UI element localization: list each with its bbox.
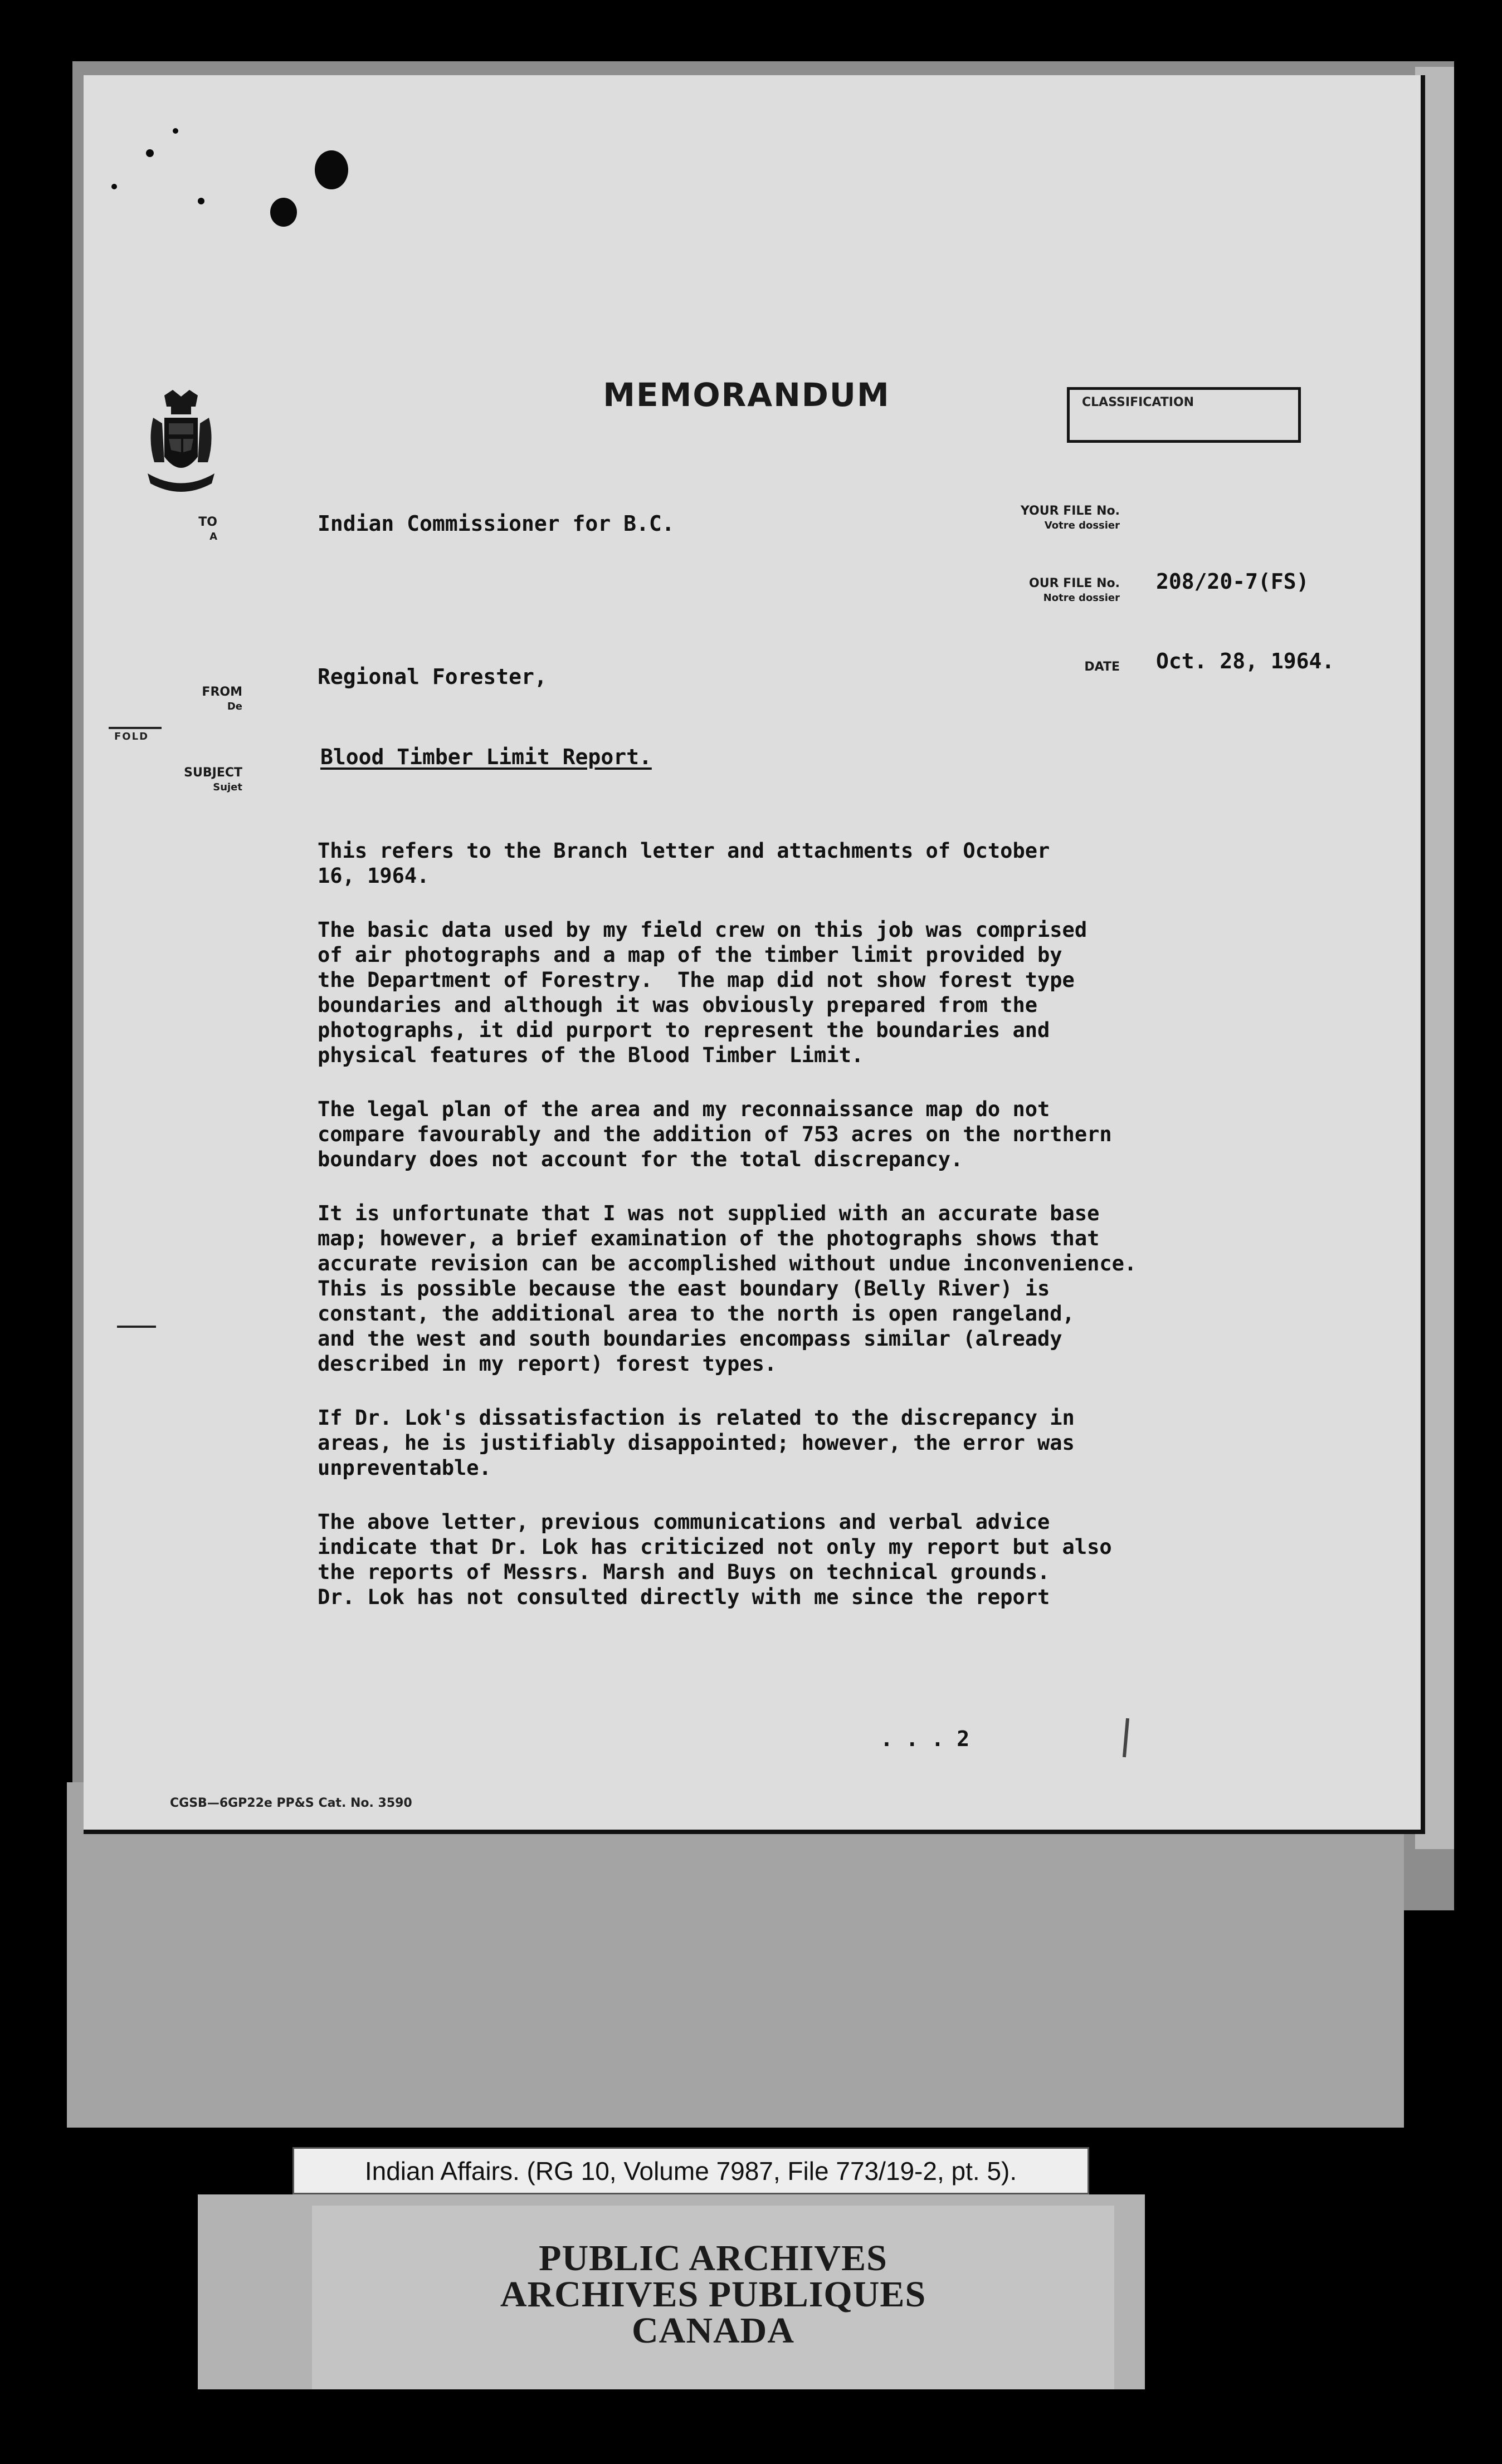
archive-stamp-line: CANADA bbox=[632, 2310, 794, 2351]
text-line: unpreventable. bbox=[318, 1456, 491, 1480]
text-line: indicate that Dr. Lok has criticized not only my report but also bbox=[318, 1535, 1112, 1559]
paragraph bbox=[318, 1201, 1220, 1376]
to-label: TO A bbox=[198, 515, 217, 542]
paragraph bbox=[318, 1509, 1220, 1610]
text-line: map; however, a brief examination of the photographs shows that bbox=[318, 1226, 1100, 1250]
subject-label: SUBJECT Sujet bbox=[184, 766, 242, 793]
text-line: photographs, it did purport to represent the boundaries and bbox=[318, 1018, 1050, 1042]
our-file-value: 208/20-7(FS) bbox=[1156, 569, 1309, 594]
text-line: boundary does not account for the total discrepancy. bbox=[318, 1147, 963, 1171]
text-line: If Dr. Lok's dissatisfaction is related to the discrepancy in bbox=[318, 1406, 1075, 1430]
archive-stamp-line: ARCHIVES PUBLIQUES bbox=[500, 2274, 926, 2315]
ink-speck bbox=[111, 184, 117, 189]
paragraph bbox=[318, 838, 1220, 888]
text-line: boundaries and although it was obviously prepared from the bbox=[318, 993, 1038, 1017]
text-line: constant, the additional area to the north is open rangeland, bbox=[318, 1302, 1075, 1326]
text-line: The basic data used by my field crew on this job was comprised bbox=[318, 918, 1088, 942]
archive-stamp-line: PUBLIC ARCHIVES bbox=[539, 2238, 887, 2279]
ink-speck bbox=[173, 128, 178, 134]
canada-crest-icon bbox=[142, 390, 220, 501]
text-line: and the west and south boundaries encompass similar (already bbox=[318, 1327, 1062, 1351]
ink-speck bbox=[198, 198, 204, 204]
date-value: Oct. 28, 1964. bbox=[1156, 649, 1335, 673]
text-line: This refers to the Branch letter and attachments of October bbox=[318, 839, 1050, 863]
text-line: physical features of the Blood Timber Limit. bbox=[318, 1043, 864, 1067]
ink-blot bbox=[270, 198, 297, 227]
continuation-marker: . . . 2 bbox=[880, 1727, 970, 1751]
text-line: compare favourably and the addition of 753 acres on the northern bbox=[318, 1122, 1112, 1146]
text-line: 16, 1964. bbox=[318, 864, 430, 888]
paragraph bbox=[318, 1097, 1220, 1172]
text-line: the Department of Forestry. The map did not show forest type bbox=[318, 968, 1075, 992]
show-through-text bbox=[301, 565, 814, 591]
text-line: areas, he is justifiably disappointed; however, the error was bbox=[318, 1431, 1075, 1455]
classification-label: CLASSIFICATION bbox=[1082, 395, 1194, 409]
subject-value: Blood Timber Limit Report. bbox=[320, 745, 652, 769]
margin-mark bbox=[117, 1326, 156, 1328]
text-line: The above letter, previous communications and verbal advice bbox=[318, 1510, 1050, 1534]
archive-reference-label: Indian Affairs. (RG 10, Volume 7987, File 773/19-2, pt. 5). bbox=[292, 2147, 1089, 2194]
text-line: accurate revision can be accomplished without undue inconvenience. bbox=[318, 1251, 1137, 1275]
background-sheet-lower bbox=[67, 1782, 1404, 2128]
memo-body bbox=[318, 838, 1220, 1639]
ink-speck bbox=[146, 149, 154, 157]
from-label: FROM De bbox=[202, 685, 242, 712]
from-value: Regional Forester, bbox=[318, 664, 547, 689]
paragraph bbox=[318, 917, 1220, 1068]
memo-title: MEMORANDUM bbox=[603, 376, 890, 414]
ink-blot bbox=[315, 150, 348, 189]
date-label: DATE bbox=[1084, 660, 1120, 674]
text-line: described in my report) forest types. bbox=[318, 1352, 777, 1376]
our-file-label: OUR FILE No. Notre dossier bbox=[1029, 576, 1120, 604]
form-number: CGSB—6GP22e PP&S Cat. No. 3590 bbox=[170, 1796, 412, 1810]
paragraph bbox=[318, 1405, 1220, 1480]
text-line: The legal plan of the area and my reconnaissance map do not bbox=[318, 1097, 1050, 1121]
text-line: This is possible because the east boundary (Belly River) is bbox=[318, 1277, 1050, 1301]
text-line: Dr. Lok has not consulted directly with me since the report bbox=[318, 1585, 1050, 1609]
text-line: the reports of Messrs. Marsh and Buys on technical grounds. bbox=[318, 1560, 1050, 1584]
fold-line bbox=[109, 727, 162, 729]
to-value: Indian Commissioner for B.C. bbox=[318, 511, 675, 536]
text-line: It is unfortunate that I was not supplied with an accurate base bbox=[318, 1201, 1100, 1225]
your-file-label: YOUR FILE No. Votre dossier bbox=[1020, 504, 1120, 531]
classification-box bbox=[1067, 387, 1301, 443]
fold-label: FOLD bbox=[114, 731, 149, 742]
text-line: of air photographs and a map of the timber limit provided by bbox=[318, 943, 1062, 967]
